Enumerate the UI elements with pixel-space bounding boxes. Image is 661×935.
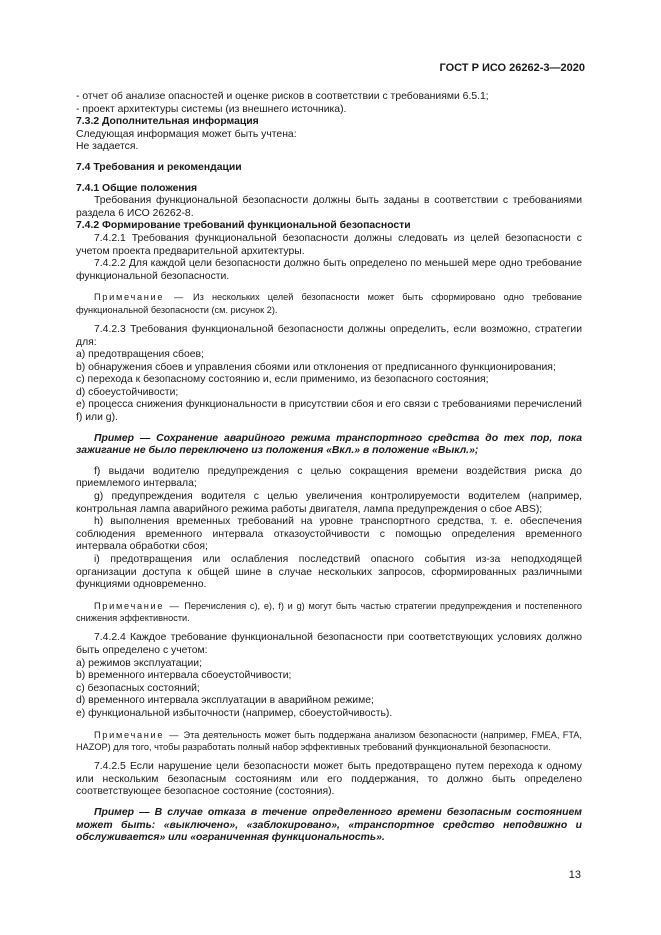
- list-item: h) выполнения временных требований на уровне транспортного средства, т. е. обеспечения соблюдения временного интервала отказоустойчивости с помощью определения временного интервала обработки сбоя;: [76, 516, 582, 553]
- paragraph: Следующая информация может быть учтена:: [76, 128, 297, 140]
- list-item: d) временного интервала эксплуатации в аварийном режиме;: [76, 695, 374, 707]
- list-item: - проект архитектуры системы (из внешнего источника).: [76, 103, 347, 115]
- list-item: f) выдачи водителю предупреждения с целью сокращения времени воздействия риска до приемлемого интервала;: [76, 465, 582, 490]
- list-item: c) безопасных состояний;: [76, 682, 200, 694]
- note-text: Перечисления c), e), f) и g) могут быть частью стратегии предупреждения и постепенного снижения эффективности.: [76, 600, 582, 624]
- paragraph-7-4-2-3: 7.4.2.3 Требования функциональной безопасности должны определить, если возможно, стратегии для:: [76, 323, 582, 348]
- list-item: b) обнаружения сбоев и управления сбоями или отклонения от предписанного функционирования;: [76, 361, 556, 373]
- list-item: а) предотвращения сбоев;: [76, 349, 204, 361]
- paragraph-7-4-2-1: 7.4.2.1 Требования функциональной безопасности должны следовать из целей безопасности с учетом проекта предварительной архитектуры.: [76, 232, 582, 257]
- paragraph-7-4-2-4: 7.4.2.4 Каждое требование функциональной безопасности при соответствующих условиях должно быть определено с учетом:: [76, 632, 582, 656]
- section-heading-7-4: 7.4 Требования и рекомендации: [76, 161, 242, 173]
- note: [76, 600, 582, 625]
- paragraph-7-4-2-5: 7.4.2.5 Если нарушение цели безопасности может быть предотвращено путем перехода к одному или нескольким безопасным состояниям или его поддержания, то должно быть определено соответствующее безопасное состояние (состояния).: [76, 761, 582, 798]
- list-item: d) сбоеустойчивости;: [76, 386, 179, 398]
- paragraph-7-4-2-2: 7.4.2.2 Для каждой цели безопасности должно быть определено по меньшей мере одно требование функциональной безопасности.: [76, 258, 582, 282]
- note: [76, 729, 582, 754]
- document-header: ГОСТ Р ИСО 26262-3—2020: [439, 62, 585, 74]
- example: Пример — Сохранение аварийного режима транспортного средства до тех пор, пока зажигание не было переключено из положения «Вкл.» в положение «Выкл.»;: [76, 432, 582, 457]
- list-item: i) предотвращения или ослабления последствий опасного события из-за неподходящей организации доступа к общей шине в случае нескольких запросов, сформированных различными функциями одновременно.: [76, 554, 582, 591]
- list-item: e) процесса снижения функциональности в присутствии сбоя и его связи с требованиями перечислений f) или g).: [76, 399, 582, 424]
- note-label: Примечание —: [94, 729, 181, 740]
- paragraph: Не задается.: [76, 141, 139, 153]
- document-body: [76, 91, 582, 845]
- section-heading-7-4-2: 7.4.2 Формирование требований функциональной безопасности: [76, 220, 411, 232]
- section-heading-7-3-2: 7.3.2 Дополнительная информация: [76, 116, 259, 128]
- page-number: 13: [568, 869, 581, 881]
- section-heading-7-4-1: 7.4.1 Общие положения: [76, 182, 198, 194]
- example: Пример — В случае отказа в течение определенного времени безопасным состоянием может быть: «выключено», «заблокировано», «транспортное средство неподвижно и обслуживается» или «ограниченная функциональность».: [76, 806, 582, 844]
- note-text: Из нескольких целей безопасности может быть сформировано одно требование функциональной безопасности (см. рисунок 2).: [76, 292, 582, 315]
- note-label: Примечание —: [94, 600, 181, 611]
- list-item: c) перехода к безопасному состоянию и, если применимо, из безопасного состояния;: [76, 374, 489, 386]
- note-label: Примечание —: [94, 292, 185, 303]
- list-item: g) предупреждения водителя с целью увеличения контролируемости водителем (например, контрольная лампа аварийного режима работы двигателя, лампа предупреждения о сбое ABS);: [76, 491, 582, 515]
- list-item: e) функциональной избыточности (например, сбоеустойчивость).: [76, 707, 393, 719]
- list-item: а) режимов эксплуатации;: [76, 657, 202, 669]
- note-text: Эта деятельность может быть поддержана анализом безопасности (например, FMEA, FTA, HAZOP) для того, чтобы разработать полный набор эффективных требований функциональной безопасности.: [76, 729, 582, 752]
- list-item: b) временного интервала сбоеустойчивости;: [76, 670, 292, 682]
- paragraph: Требования функциональной безопасности должны быть заданы в соответствии с требованиями раздела 6 ИСО 26262-8.: [76, 195, 582, 219]
- list-item: - отчет об анализе опасностей и оценке рисков в соответствии с требованиями 6.5.1;: [76, 91, 489, 102]
- note: [76, 291, 582, 316]
